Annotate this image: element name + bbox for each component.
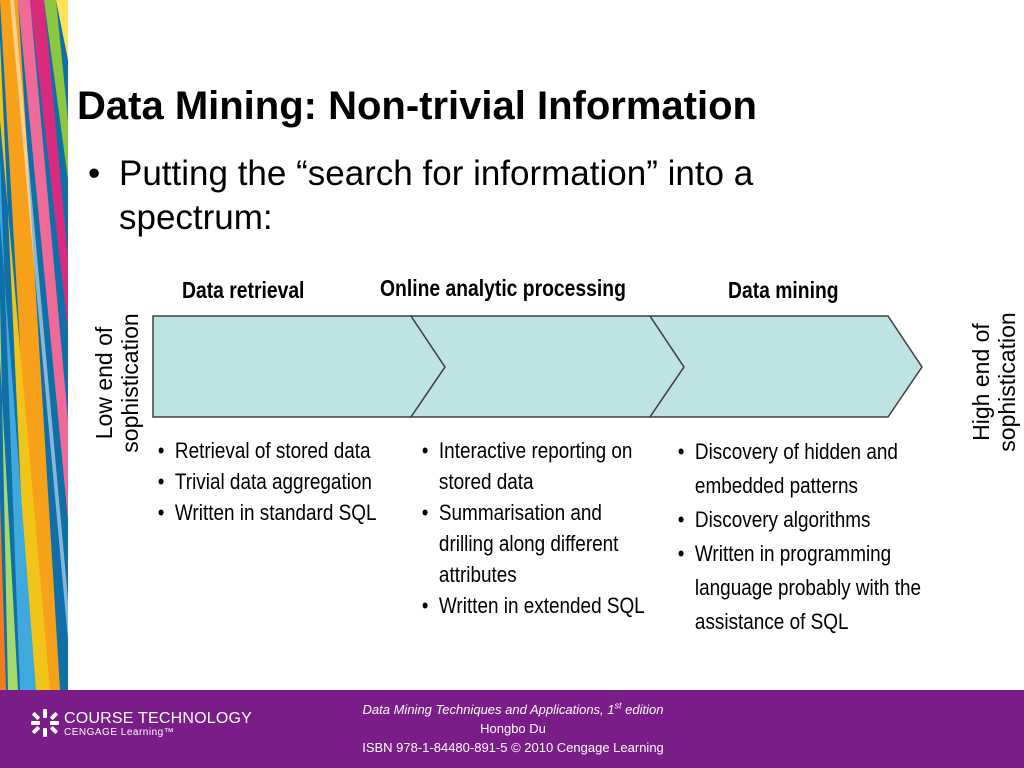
stage-title-olap: Online analytic processing [380,275,626,301]
intro-bullet-point [88,152,888,240]
list-item: • Written in standard SQL [156,497,414,528]
slide-title: Data Mining: Non-trivial Information [77,84,757,128]
book-title-line: Data Mining Techniques and Applications, 1st edition [362,701,664,718]
list-item: • Discovery of hidden and embedded patterns [676,435,960,503]
stage-title-data-mining: Data mining [728,277,839,303]
stage-title-data-retrieval: Data retrieval [182,277,305,303]
olap-features [420,435,652,621]
list-item: • Written in extended SQL [420,590,652,621]
chevron-data-mining [650,316,922,417]
list-item: • Retrieval of stored data [156,435,414,466]
course-technology-logo-icon [30,708,60,738]
chevron-olap [411,316,684,417]
low-end-label: Low end of sophistication [91,313,143,453]
intro-text: Putting the “search for information” into a spectrum: [119,154,754,237]
logo-subtitle: CENGAGE Learning™ [64,727,175,738]
author-line: Hongbo Du [480,721,546,737]
bullet-marker: • [88,154,101,193]
data-mining-features [676,435,960,639]
footer-citation [300,697,726,757]
list-item: • Trivial data aggregation [156,466,414,497]
footer-bar [0,690,1024,768]
data-retrieval-features [156,435,414,528]
list-item: • Interactive reporting on stored data [420,435,652,497]
high-end-label: High end of sophistication [968,312,1020,452]
chevron-data-retrieval [153,316,445,417]
decorative-color-stripes [0,0,68,690]
isbn-line: ISBN 978-1-84480-891-5 © 2010 Cengage Learning [362,740,664,756]
list-item: • Discovery algorithms [676,503,960,537]
list-item: • Written in programming language probably with the assistance of SQL [676,537,960,639]
logo-wordmark: COURSE TECHNOLOGY [64,710,253,727]
list-item: • Summarisation and drilling along different attributes [420,497,652,590]
